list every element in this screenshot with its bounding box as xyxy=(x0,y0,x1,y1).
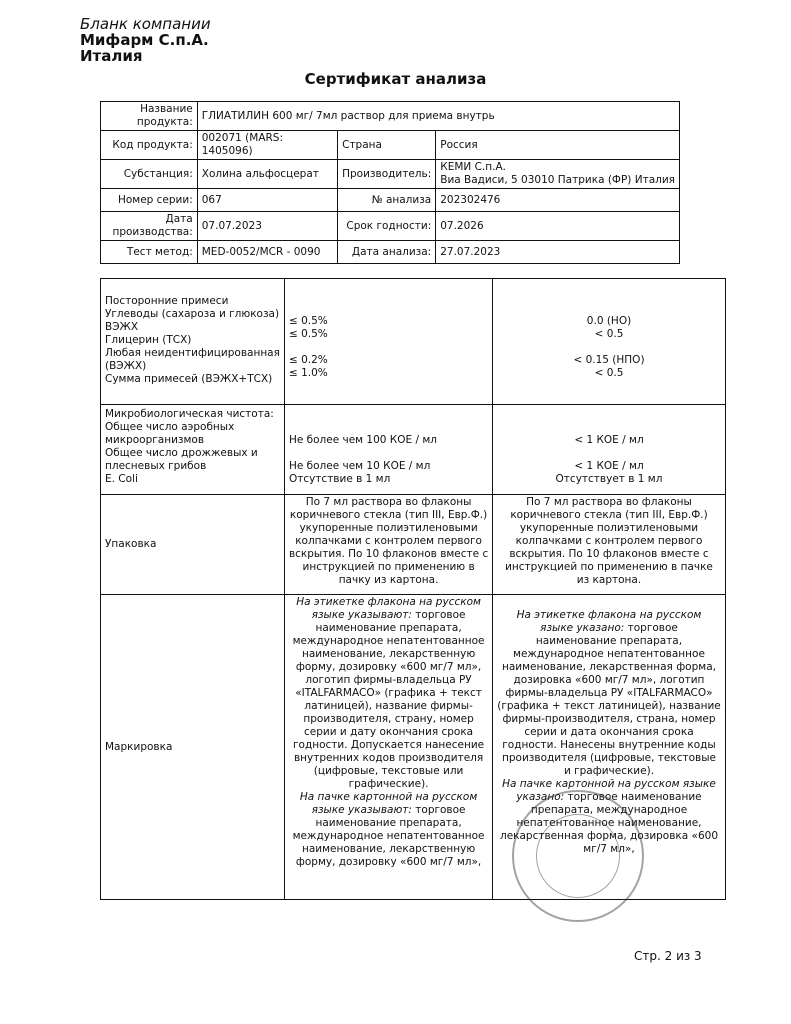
marking-line-text: На этикетке флакона на русском xyxy=(516,609,702,621)
marking-line-text: препарата, международное xyxy=(530,804,688,816)
info-row-code xyxy=(101,131,680,160)
marking-line xyxy=(289,752,488,765)
country-value: Россия xyxy=(436,131,680,160)
packaging-spec-line: укупоренные полиэтиленовыми xyxy=(299,522,478,534)
marking-line-text: производителя (цифровые, текстовые xyxy=(502,752,716,764)
packaging-spec-line: инструкцией по применению в xyxy=(302,561,475,573)
packaging-result-line: укупоренные полиэтиленовыми xyxy=(519,522,699,534)
marking-line-text: и графические). xyxy=(563,765,655,777)
letterhead-line-1: Бланк компании xyxy=(80,15,211,33)
micro-label: Общее число аэробных xyxy=(105,421,235,433)
packaging-spec-line: коричневого стекла (тип III, Евр.Ф.) xyxy=(289,509,488,521)
marking-line-text: международное непатентованное xyxy=(292,635,485,647)
impurities-results xyxy=(493,279,726,405)
impurity-result: 0.0 (НО) xyxy=(586,315,632,327)
product-label: Название продукта: xyxy=(101,102,198,131)
marking-line xyxy=(497,713,721,726)
impurity-label: Глицерин (ТСХ) xyxy=(105,334,192,346)
marking-line-text: годности. Допускается нанесение xyxy=(293,739,485,751)
marking-line xyxy=(497,843,721,856)
marking-line-text: производителя, страну, номер xyxy=(303,713,474,725)
marking-line xyxy=(289,648,488,661)
marking-line xyxy=(497,765,721,778)
product-info-table xyxy=(100,101,680,264)
marking-spec xyxy=(284,595,492,900)
marking-line xyxy=(289,700,488,713)
packaging-result-line: колпачками с контролем первого xyxy=(515,535,703,547)
impurity-spec: ≤ 1.0% xyxy=(288,367,328,379)
packaging-result xyxy=(493,495,726,595)
marking-line-text: наименование препарата, xyxy=(315,622,462,634)
impurity-result: < 0.5 xyxy=(594,367,624,379)
micro-spec-item: Отсутствие в 1 мл xyxy=(288,473,391,485)
impurity-result: < 0.15 (НПО) xyxy=(573,354,645,366)
product-value: ГЛИАТИЛИН 600 мг/ 7мл раствор для приема внутрь xyxy=(197,102,679,131)
marking-line xyxy=(289,778,488,791)
marking-line-text: фирмы-владельца РУ «ITALFARMACO» xyxy=(505,687,713,699)
info-row-product xyxy=(101,102,680,131)
substance-label: Субстанция: xyxy=(101,160,198,189)
marking-line-text: фирмы-производителя, страна, номер xyxy=(502,713,716,725)
micro-labels xyxy=(101,405,285,495)
marking-line-text: указано: xyxy=(516,791,565,803)
marking-line xyxy=(497,687,721,700)
info-row-dates xyxy=(101,212,680,241)
marking-line-text: серии и дата окончания срока xyxy=(524,726,694,738)
marking-line xyxy=(289,830,488,843)
micro-label: микроорганизмов xyxy=(105,434,205,446)
marking-line xyxy=(497,635,721,648)
marking-line xyxy=(289,843,488,856)
manufacturer-label: Производитель: xyxy=(338,160,436,189)
marking-line xyxy=(289,622,488,635)
micro-spec-item: Не более чем 100 КОЕ / мл xyxy=(288,434,437,446)
micro-result-item: < 1 КОЕ / мл xyxy=(574,434,644,446)
impurity-label: ВЭЖХ xyxy=(105,321,139,333)
row-impurities xyxy=(101,279,726,405)
marking-line xyxy=(289,791,488,804)
packaging-spec-line: пачку из картона. xyxy=(338,574,439,586)
marking-result xyxy=(493,595,726,900)
marking-line xyxy=(497,622,721,635)
marking-line-text: наименование препарата, xyxy=(315,817,462,829)
marking-line-text: форму, дозировку «600 мг/7 мл», xyxy=(295,661,482,673)
expiry-value: 07.2026 xyxy=(436,212,680,241)
packaging-result-line: коричневого стекла (тип III, Евр.Ф.) xyxy=(510,509,708,521)
packaging-spec-line: вскрытия. По 10 флаконов вместе с xyxy=(288,548,489,560)
impurity-label: Любая неидентифицированная xyxy=(105,347,280,359)
impurities-spec xyxy=(284,279,492,405)
analysis-date-label: Дата анализа: xyxy=(338,241,436,264)
micro-label: плесневых грибов xyxy=(105,460,207,472)
analysis-date-value: 27.07.2023 xyxy=(436,241,680,264)
packaging-spec xyxy=(284,495,492,595)
marking-line xyxy=(289,856,488,869)
marking-label: Маркировка xyxy=(101,595,285,900)
marking-line xyxy=(497,830,721,843)
analysis-number-value: 202302476 xyxy=(436,189,680,212)
marking-line-text: латиницей), название фирмы- xyxy=(304,700,473,712)
marking-line-text: (графика + текст латиницей), название xyxy=(497,700,721,712)
packaging-result-line: инструкцией по применению в пачке xyxy=(505,561,713,573)
marking-line-text: лекарственная форма, дозировка «600 xyxy=(499,830,718,842)
marking-line xyxy=(289,713,488,726)
micro-label: E. Coli xyxy=(105,473,138,485)
info-row-batch xyxy=(101,189,680,212)
impurity-label: Сумма примесей (ВЭЖХ+ТСХ) xyxy=(105,373,273,385)
test-method-label: Тест метод: xyxy=(101,241,198,264)
marking-line-text: «ITALFARMACO» (графика + текст xyxy=(295,687,482,699)
document-title: Сертификат анализа xyxy=(304,70,487,88)
marking-line-text: годности. Нанесены внутренние коды xyxy=(502,739,716,751)
packaging-spec-line: По 7 мл раствора во флаконы xyxy=(305,496,472,508)
packaging-spec-line: колпачками с контролем первого xyxy=(295,535,482,547)
impurity-label: (ВЭЖХ) xyxy=(105,360,147,372)
marking-line xyxy=(289,739,488,752)
marking-line-text: серии и дату окончания срока xyxy=(304,726,474,738)
marking-line xyxy=(497,700,721,713)
impurity-spec: ≤ 0.5% xyxy=(288,315,328,327)
marking-line xyxy=(289,635,488,648)
batch-value: 067 xyxy=(197,189,337,212)
micro-spec xyxy=(284,405,492,495)
marking-line-suffix: торговое xyxy=(624,622,678,634)
marking-line xyxy=(497,739,721,752)
marking-line xyxy=(497,778,721,791)
impurity-spec: ≤ 0.5% xyxy=(288,328,328,340)
company-country: Италия xyxy=(80,47,143,65)
info-row-substance xyxy=(101,160,680,189)
marking-line xyxy=(497,752,721,765)
marking-line-text: (цифровые, текстовые или xyxy=(313,765,464,777)
marking-line-text: На пачке картонной на русском языке xyxy=(502,778,716,790)
company-name: Мифарм С.п.А. xyxy=(80,31,209,49)
marking-line-text: форму, дозировку «600 мг/7 мл», xyxy=(295,856,482,868)
row-marking xyxy=(101,595,726,900)
substance-value: Холина альфосцерат xyxy=(197,160,337,189)
production-date-value: 07.07.2023 xyxy=(197,212,337,241)
marking-line-text: наименование, лекарственную xyxy=(301,843,476,855)
manufacturer-line-1: КЕМИ С.п.А. xyxy=(440,161,506,173)
specification-table xyxy=(100,278,726,900)
micro-result-item: Отсутствует в 1 мл xyxy=(555,473,663,485)
marking-line-text: языке указывают: xyxy=(311,804,412,816)
impurities-labels xyxy=(101,279,285,405)
marking-line xyxy=(497,726,721,739)
row-microbiology xyxy=(101,405,726,495)
marking-line xyxy=(497,817,721,830)
expiry-label: Срок годности: xyxy=(338,212,436,241)
marking-line-text: дозировка «600 мг/7 мл», логотип xyxy=(513,674,705,686)
marking-line xyxy=(289,661,488,674)
page-number: Стр. 2 из 3 xyxy=(634,949,702,963)
micro-spec-item: Не более чем 10 КОЕ / мл xyxy=(288,460,431,472)
marking-line xyxy=(497,674,721,687)
manufacturer-line-2: Виа Вадиси, 5 03010 Патрика (ФР) Италия xyxy=(440,174,675,186)
marking-line xyxy=(289,817,488,830)
micro-results xyxy=(493,405,726,495)
marking-line xyxy=(497,804,721,817)
marking-line-text: языке указывают: xyxy=(311,609,412,621)
impurity-spec: ≤ 0.2% xyxy=(288,354,328,366)
marking-line-text: международное непатентованное xyxy=(292,830,485,842)
marking-line xyxy=(497,791,721,804)
marking-line xyxy=(289,765,488,778)
micro-label: Общее число дрожжевых и xyxy=(105,447,258,459)
packaging-result-line: из картона. xyxy=(576,574,642,586)
impurity-result: < 0.5 xyxy=(594,328,624,340)
packaging-result-line: По 7 мл раствора во флаконы xyxy=(526,496,692,508)
marking-line-text: мг/7 мл», xyxy=(583,843,635,855)
marking-line-text: внутренних кодов производителя xyxy=(293,752,484,764)
batch-label: Номер серии: xyxy=(101,189,198,212)
marking-line-text: наименование, лекарственная форма, xyxy=(502,661,716,673)
marking-line xyxy=(289,726,488,739)
marking-line-text: логотип фирмы-владельца РУ xyxy=(305,674,472,686)
marking-line xyxy=(497,609,721,622)
code-label: Код продукта: xyxy=(101,131,198,160)
packaging-result-line: вскрытия. По 10 флаконов вместе с xyxy=(509,548,709,560)
manufacturer-value xyxy=(436,160,680,189)
marking-line-suffix: торговое xyxy=(411,609,466,621)
marking-line-text: непатентованное наименование, xyxy=(516,817,702,829)
country-label: Страна xyxy=(338,131,436,160)
impurity-label: Посторонние примеси xyxy=(105,295,229,307)
marking-line xyxy=(497,661,721,674)
marking-line-suffix: торговое xyxy=(411,804,466,816)
production-date-label: Дата производства: xyxy=(101,212,198,241)
analysis-number-label: № анализа xyxy=(338,189,436,212)
marking-line-text: наименование, лекарственную xyxy=(301,648,476,660)
info-row-method xyxy=(101,241,680,264)
marking-line-text: На этикетке флакона на русском xyxy=(296,596,481,608)
marking-line-text: наименование препарата, xyxy=(535,635,683,647)
row-packaging xyxy=(101,495,726,595)
code-value: 002071 (MARS: 1405096) xyxy=(197,131,337,160)
marking-line xyxy=(289,674,488,687)
marking-line-text: графические). xyxy=(348,778,429,790)
company-letterhead xyxy=(80,16,211,64)
marking-line xyxy=(289,804,488,817)
micro-label: Микробиологическая чистота: xyxy=(105,408,274,420)
marking-line xyxy=(289,609,488,622)
micro-result-item: < 1 КОЕ / мл xyxy=(574,460,644,472)
marking-line xyxy=(289,687,488,700)
marking-line xyxy=(289,596,488,609)
impurity-label: Углеводы (сахароза и глюкоза) xyxy=(105,308,280,320)
marking-line-text: языке указано: xyxy=(540,622,625,634)
marking-line xyxy=(497,648,721,661)
marking-line-text: международное непатентованное xyxy=(513,648,705,660)
test-method-value: MED-0052/MCR - 0090 xyxy=(197,241,337,264)
marking-line-suffix: торговое наименование xyxy=(564,791,702,803)
packaging-label: Упаковка xyxy=(101,495,285,595)
marking-line-text: На пачке картонной на русском xyxy=(299,791,478,803)
